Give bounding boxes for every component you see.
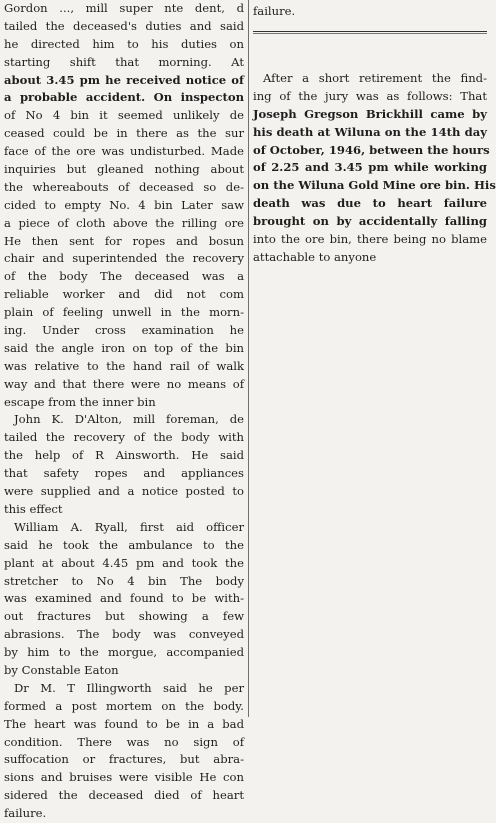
- text-line: After a short retirement the find-: [263, 71, 487, 85]
- text-line: tailed the recovery of the body with: [4, 430, 244, 445]
- text-line: sidered the deceased died of heart: [4, 788, 244, 803]
- text-line: failure.: [4, 806, 47, 821]
- text-line: way and that there were no means of: [4, 376, 244, 391]
- text-line: plant at about 4.45 pm and took the: [4, 555, 244, 570]
- text-line: cided to empty No. 4 bin Later saw: [4, 197, 244, 212]
- text-line: that safety ropes and appliances: [4, 466, 244, 481]
- text-line: ing of the jury was as follows: That: [253, 88, 487, 103]
- column-divider: [248, 0, 249, 717]
- text-line: of October, 1946, between the hours: [253, 142, 490, 157]
- text-line: escape from the inner bin: [4, 394, 156, 409]
- text-line: of the body The deceased was a: [4, 269, 244, 284]
- text-line: of 2.25 and 3.45 pm while working: [253, 160, 487, 175]
- text-line: Gordon ..., mill super nte dent, d: [4, 1, 244, 15]
- text-line: about 3.45 pm he received notice of: [4, 72, 244, 87]
- text-line: face of the ore was undisturbed. Made: [4, 144, 244, 159]
- text-line: abrasions. The body was conveyed: [4, 627, 244, 642]
- text-line: a piece of cloth above the rilling ore: [4, 215, 244, 230]
- text-line: this effect: [4, 501, 63, 516]
- text-line: plain of feeling unwell in the morn-: [4, 305, 244, 320]
- text-line: starting shift that morning. At: [4, 54, 244, 69]
- text-line: the whereabouts of deceased so de-: [4, 179, 244, 194]
- text-line: ceased could be in there as the sur: [4, 126, 244, 141]
- text-line: were supplied and a notice posted to: [4, 484, 244, 499]
- right-column: [253, 0, 496, 264]
- text-line: The heart was found to be in a bad: [4, 716, 244, 731]
- text-line: He then sent for ropes and bosun: [4, 233, 244, 248]
- text-line: he directed him to his duties on: [4, 36, 244, 51]
- text-line: death was due to heart failure: [253, 196, 487, 211]
- text-line: a probable accident. On inspecton: [4, 90, 244, 105]
- text-line: the help of R Ainsworth. He said: [4, 448, 244, 463]
- text-line: chair and superintended the recovery: [4, 251, 244, 266]
- text-line: stretcher to No 4 bin The body: [4, 573, 244, 588]
- text-line: out fractures but showing a few: [4, 609, 244, 624]
- text-line: tailed the deceased's duties and said: [4, 18, 244, 33]
- text-line: condition. There was no sign of: [4, 734, 244, 749]
- text-line: brought on by accidentally falling: [253, 214, 487, 229]
- text-line: by Constable Eaton: [4, 662, 119, 677]
- text-line: Joseph Gregson Brickhill came by: [253, 106, 487, 121]
- text-line: said he took the ambulance to the: [4, 537, 244, 552]
- text-line: was relative to the hand rail of walk: [4, 358, 244, 373]
- text-line: reliable worker and did not com: [4, 287, 244, 302]
- text-line: his death at Wiluna on the 14th day: [253, 124, 487, 139]
- text-line: inquiries but gleaned nothing about: [4, 162, 244, 177]
- text-line: said the angle iron on top of the bin: [4, 340, 244, 355]
- left-column: [4, 0, 244, 821]
- text-line: by him to the morgue, accompanied: [4, 645, 244, 660]
- text-line: of No 4 bin it seemed unlikely de: [4, 108, 244, 123]
- text-line: sions and bruises were visible He con: [4, 770, 244, 785]
- text-line: Dr M. T Illingworth said he per: [14, 680, 244, 695]
- text-line: suffocation or fractures, but abra-: [4, 752, 244, 767]
- text-line: ing. Under cross examination he: [4, 323, 244, 338]
- text-line: John K. D'Alton, mill foreman, de: [14, 412, 244, 427]
- text-line: failure.: [253, 4, 296, 18]
- text-line: into the ore bin, there being no blame: [253, 232, 487, 247]
- text-line: was examined and found to be with-: [4, 591, 244, 606]
- text-line: on the Wiluna Gold Mine ore bin. His: [253, 178, 496, 193]
- text-line: attachable to anyone: [253, 249, 377, 264]
- text-line: formed a post mortem on the body.: [4, 698, 244, 713]
- text-line: William A. Ryall, first aid officer: [14, 519, 244, 534]
